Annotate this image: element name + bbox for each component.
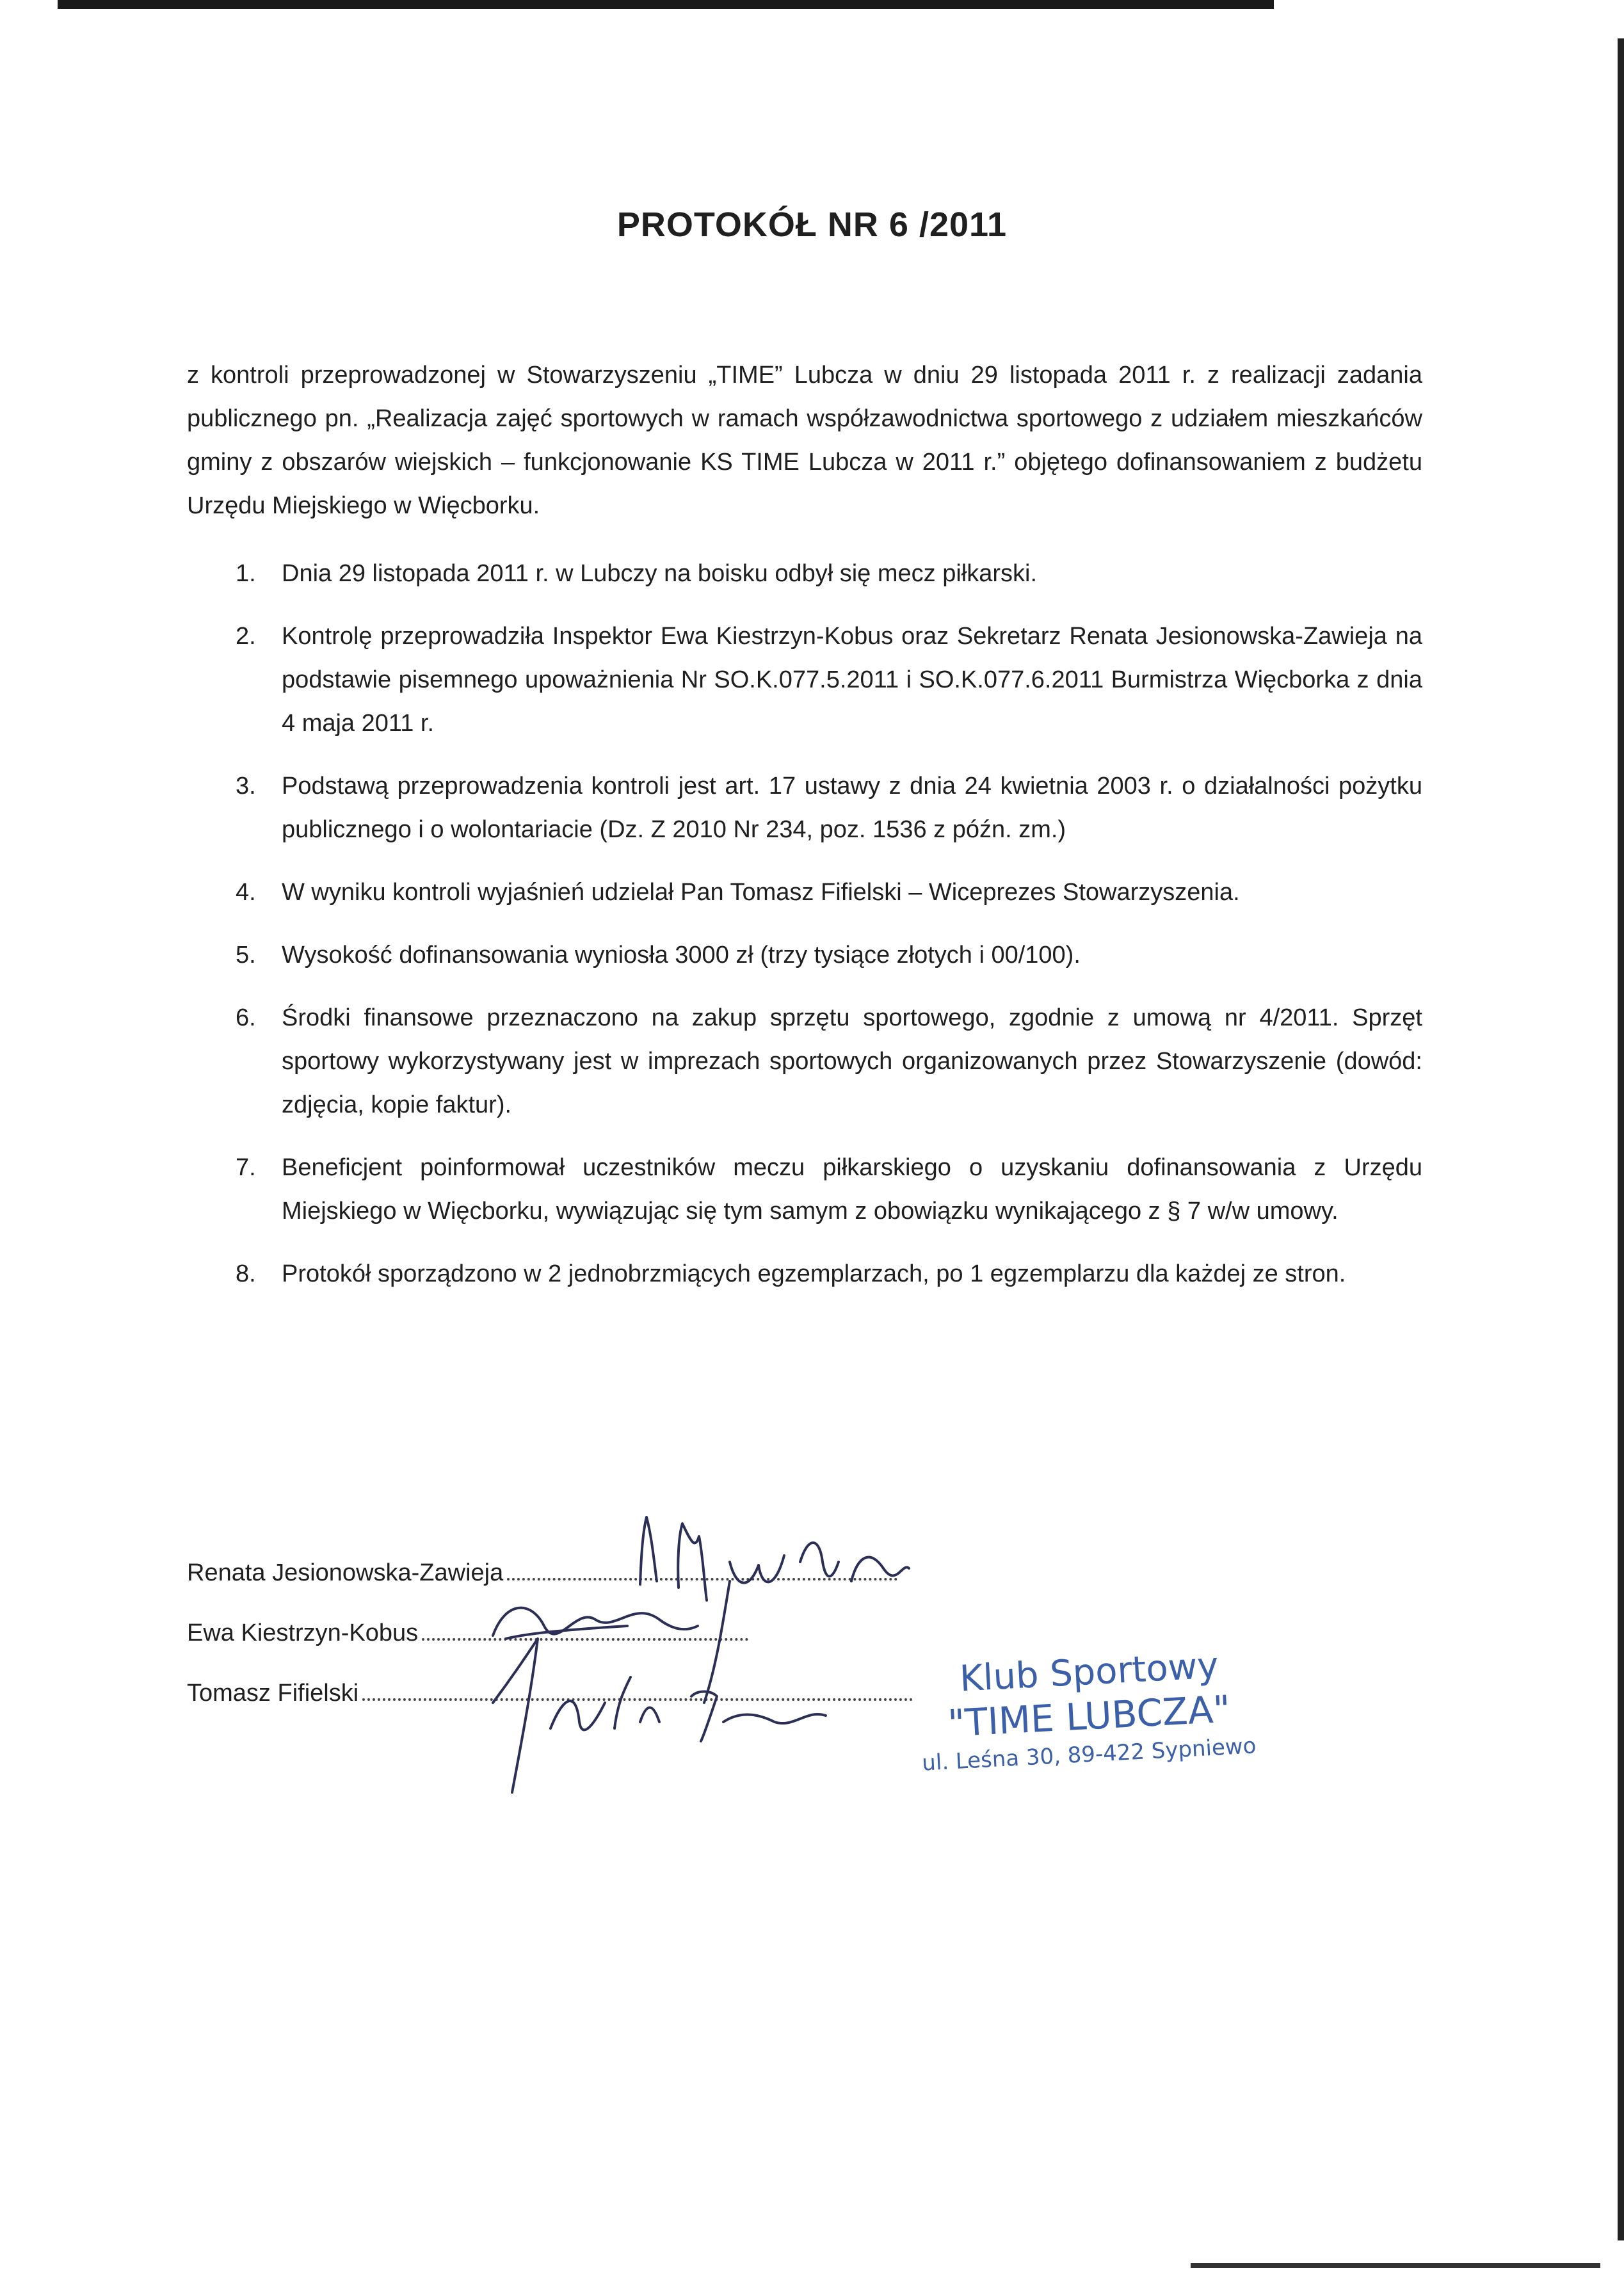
- item-text: Środki finansowe przeznaczono na zakup sprzętu sportowego, zgodnie z umową nr 4/2011. Sprzęt sportowy wykorzystywany jest w imprezach sportowych organizowanych przez Stowarzyszenie (dowód: zdjęcia, kopie faktur).: [282, 1004, 1422, 1118]
- item-text: Protokół sporządzono w 2 jednobrzmiących egzemplarzach, po 1 egzemplarzu dla każdej ze stron.: [282, 1260, 1346, 1287]
- stamp-line: ul. Leśna 30, 89-422 Sypniewo: [921, 1733, 1257, 1776]
- item-number: 5.: [236, 942, 256, 969]
- signature-line: [362, 1687, 913, 1701]
- signatory-name: Tomasz Fifielski: [187, 1680, 359, 1707]
- document-title: PROTOKÓŁ NR 6 /2011: [616, 205, 1008, 244]
- signature-line: [422, 1627, 748, 1641]
- signature-row: [187, 1663, 1019, 1723]
- signature-row: [187, 1543, 1019, 1603]
- list-item: [187, 871, 1422, 914]
- list-item: [187, 764, 1422, 851]
- item-number: 4.: [236, 879, 256, 906]
- signature-row: [187, 1603, 1019, 1663]
- stamp-line: Klub Sportowy: [958, 1645, 1220, 1700]
- club-stamp: [921, 1645, 1257, 1776]
- signature-line: [507, 1566, 897, 1580]
- item-number: 3.: [236, 773, 256, 800]
- list-item: [187, 552, 1422, 595]
- list-item: [187, 1146, 1422, 1233]
- list-item: [187, 1252, 1422, 1296]
- item-text: Dnia 29 listopada 2011 r. w Lubczy na boisku odbył się mecz piłkarski.: [282, 560, 1038, 587]
- intro-paragraph: z kontroli przeprowadzonej w Stowarzyszeniu „TIME” Lubcza w dniu 29 listopada 2011 r. z realizacji zadania publicznego pn. „Realizacja zajęć sportowych w ramach współzawodnictwa sportowego z udziałem mieszkańców gminy z obszarów wiejskich – funkcjonowanie KS TIME Lubcza w 2011 r.” objętego dofinansowaniem z budżetu Urzędu Miejskiego w Więcborku.: [187, 362, 1422, 519]
- signature-block: [187, 1543, 1019, 1723]
- list-item: [187, 996, 1422, 1127]
- item-number: 6.: [236, 1004, 256, 1031]
- list-item: [187, 615, 1422, 745]
- item-number: 8.: [236, 1260, 256, 1287]
- stamp-line: "TIME LUBCZA": [947, 1687, 1232, 1746]
- item-text: Podstawą przeprowadzenia kontroli jest art. 17 ustawy z dnia 24 kwietnia 2003 r. o działalności pożytku publicznego i o wolontariacie (Dz. Z 2010 Nr 234, poz. 1536 z późn. zm.): [282, 773, 1422, 843]
- signatory-name: Ewa Kiestrzyn-Kobus: [187, 1620, 419, 1646]
- item-number: 1.: [236, 560, 256, 587]
- item-text: Beneficjent poinformował uczestników meczu piłkarskiego o uzyskaniu dofinansowania z Urzędu Miejskiego w Więcborku, wywiązując się tym samym z obowiązku wynikającego z § 7 w/w umowy.: [282, 1154, 1422, 1225]
- item-text: W wyniku kontroli wyjaśnień udzielał Pan Tomasz Fifielski – Wiceprezes Stowarzyszenia.: [282, 879, 1240, 906]
- protocol-items-list: [187, 552, 1422, 1315]
- item-text: Wysokość dofinansowania wyniosła 3000 zł (trzy tysiące złotych i 00/100).: [282, 942, 1081, 969]
- item-number: 2.: [236, 623, 256, 650]
- list-item: [187, 933, 1422, 977]
- signatory-name: Renata Jesionowska-Zawieja: [187, 1559, 504, 1586]
- item-text: Kontrolę przeprowadziła Inspektor Ewa Kiestrzyn-Kobus oraz Sekretarz Renata Jesionowska-Zawieja na podstawie pisemnego upoważnienia Nr SO.K.077.5.2011 i SO.K.077.6.2011 Burmistrza Więcborka z dnia 4 maja 2011 r.: [282, 623, 1422, 737]
- item-number: 7.: [236, 1154, 256, 1181]
